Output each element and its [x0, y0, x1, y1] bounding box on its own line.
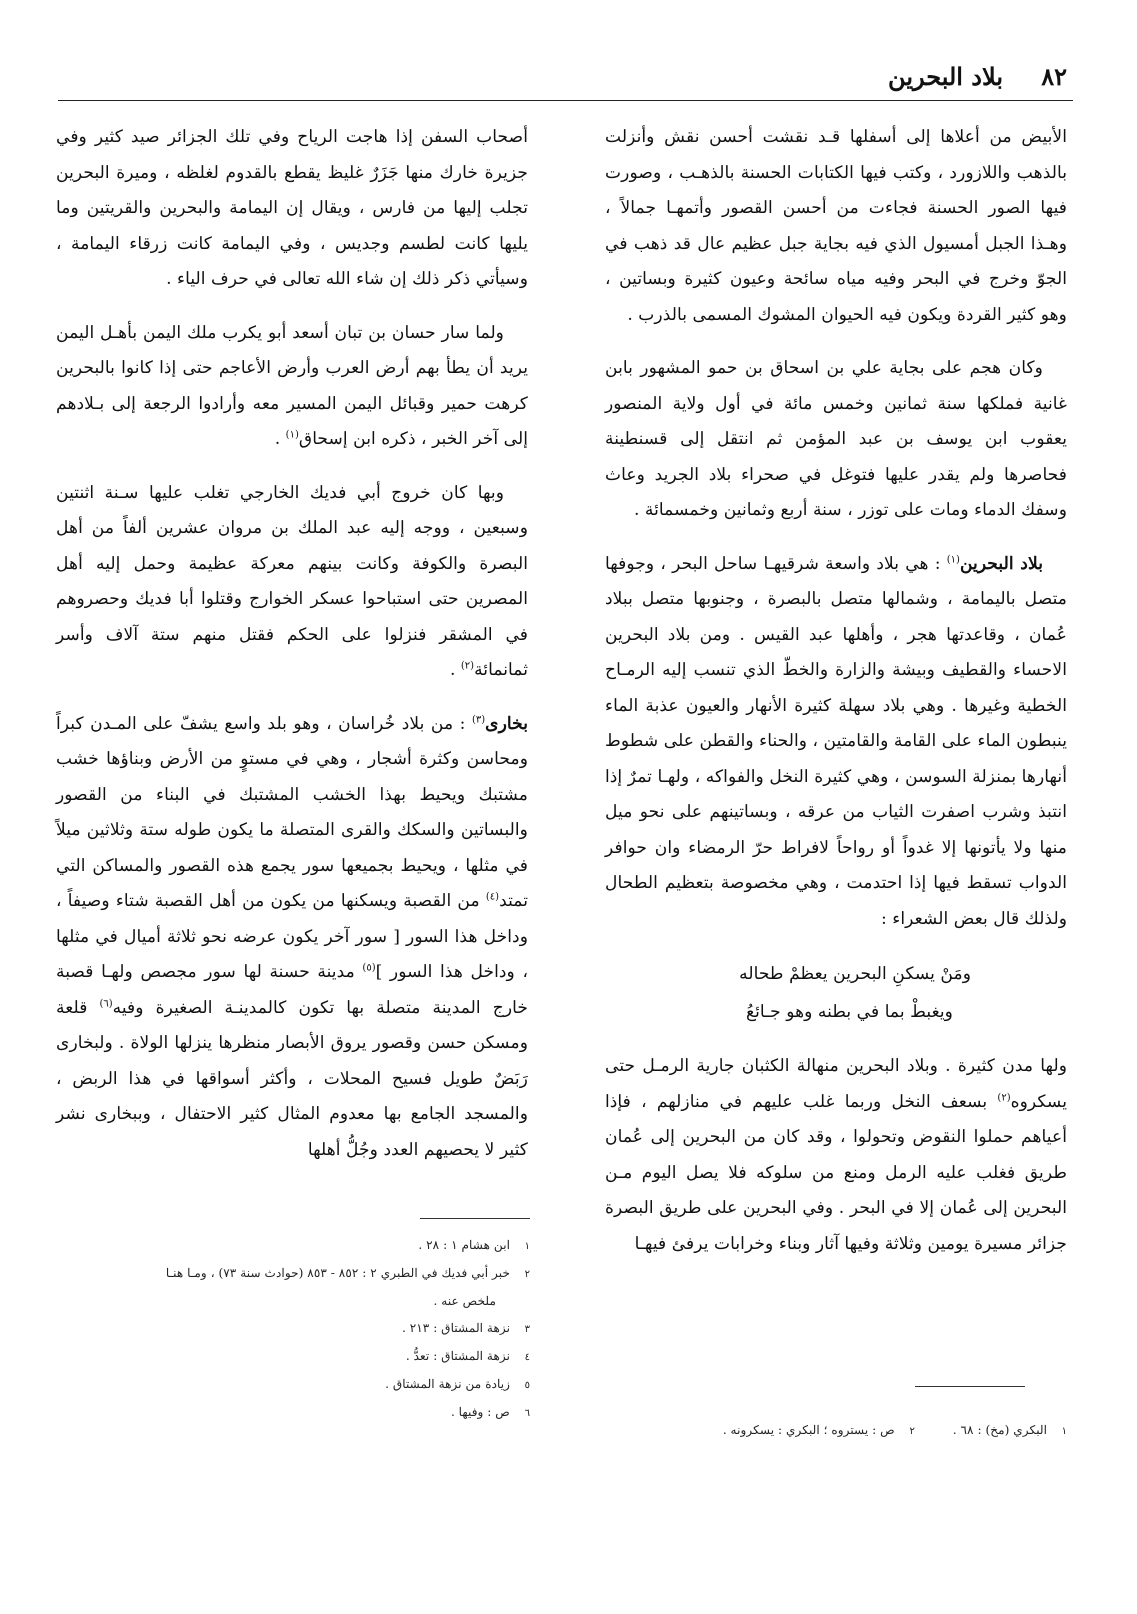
footnote-rule [915, 1386, 1025, 1387]
paragraph-text: بسعف النخل وربما غلب عليهم في منازلهم ، فإذا أعياهم حملوا النقوض وتحولوا ، وقد كان من البحرين إلى عُمان طريق فغلب عليه الرمل ومنع من سلوكه فلا يصل اليوم مـن البحرين إلى عُمان إلا في البحر . وفي البحرين على طريق البصرة جزائر مسيرة يومين وثلاثة وفيها آثار وبناء وخرابات يرفئ فيهـا [605, 1091, 1067, 1254]
footnote-number: ١ [1061, 1426, 1067, 1437]
poem [605, 955, 1067, 1031]
paragraph-text: ولها مدن كثيرة . وبلاد البحرين منهالة الكثبان جارية الرمـل حتى يسكروه [605, 1056, 1067, 1112]
footnote-text: نزهة المشتاق : تعدُّ . [405, 1349, 510, 1363]
footnote [60, 1343, 530, 1371]
header-rule [58, 100, 1073, 101]
footnote-text: ابن هشام ١ : ٢٨ . [418, 1238, 510, 1252]
footnote [60, 1260, 530, 1288]
running-header [70, 62, 1067, 98]
footnote-text: ص : وفيها . [450, 1405, 510, 1419]
footnote [60, 1399, 530, 1427]
right-column [605, 120, 1067, 1280]
paragraph-text: . [449, 660, 461, 680]
footnote-number: ٢ [909, 1426, 915, 1437]
footnote-text: ص : يستروه ؛ البكري : يسكرونه . [722, 1423, 895, 1437]
footnote-ref: (١) [285, 429, 299, 441]
page-number: ٨٢ [1041, 62, 1067, 91]
footnote-number: ٤ [524, 1352, 530, 1363]
entry-paragraph [605, 547, 1067, 938]
footnote-number: ٥ [524, 1380, 530, 1391]
footnote-number: ٦ [524, 1408, 530, 1419]
entry-text: من القصبة ويسكنها من يكون من أهل القصبة شتاء وصيفاً ، وداخل هذا السور [ سور آخر يكون عرضه نحو ثلاثة أميال في مثلها ، وداخل هذا السور ] [56, 891, 528, 982]
paragraph: أصحاب السفن إذا هاجت الرياح وفي تلك الجزائر صيد كثير وفي جزيرة خارك منها جَزَرٌ غليظ يقطع بالقدوم لغلظه ، وميرة البحرين تجلب إليها من فارس ، ويقال إن اليمامة والبحرين والقريتين وما يليها كانت لطسم وجديس ، وفي اليمامة كانت زرقاء اليمامة ، وسيأتي ذكر ذلك إن شاء الله تعالى في حرف الياء . [56, 127, 528, 289]
entry-text: قلعة ومسكن حسن وقصور يروق الأبصار منظرها ينزلها الولاة . ولبخارى رَبَضٌ طويل فسيح المحلات ، وأكثر أسواقها في هذا الربض ، والمسجد الجامع بها معدوم المثال كثير الاحتفال ، وببخارى نشر كثير لا يحصيهم العدد وجُلُّ أهلها [56, 997, 528, 1160]
footnote-number: ٣ [524, 1324, 530, 1335]
left-column [56, 120, 528, 1186]
verse-line: ويغبطْ بما في بطنه وهو جـائعُ [745, 1002, 953, 1022]
verse-line: ومَنْ يسكنِ البحرين يعظمْ طحاله [739, 964, 971, 984]
entry-text: : من بلاد خُراسان ، وهو بلد واسع يشفّ على المـدن كبراً ومحاسن وكثرة أشجار ، وهي في مستوٍ من الأرض وبناؤها خشب مشتبك ويحيط بهذا الخشب المشتبك في البناء من القصور والبساتين والسكك والقرى المتصلة ما يكون طوله ستة وثلاثين ميلاً في مثلها ، ويحيط بجميعها سور يجمع هذه القصور والمساكن التي تمتد [56, 713, 528, 911]
footnote-ref: (١) [946, 553, 960, 565]
footnote-number: ١ [524, 1241, 530, 1252]
footnote-ref: (٢) [460, 660, 475, 672]
paragraph [605, 1049, 1067, 1262]
footnote-ref: (٥) [362, 962, 376, 974]
footnote-ref: (٢) [997, 1091, 1011, 1103]
paragraph-text: . [274, 429, 286, 449]
footnote [953, 1417, 1067, 1445]
paragraph-text: ولما سار حسان بن تبان أسعد أبو يكرب ملك اليمن بأهـل اليمن يريد أن يطأ بهم أرض العرب وأرض الأعاجم حتى إذا كانوا بالبحرين كرهت حمير وقبائل اليمن المسير معه وأرادوا الرجعة إلى بـلادهم إلى آخر الخبر ، ذكره ابن إسحاق [56, 322, 528, 449]
footnote-ref: (٣) [471, 713, 486, 725]
running-title: بلاد البحرين [888, 62, 1003, 91]
entry-heading: بخارى [485, 713, 528, 734]
footnote-text: زيادة من نزهة المشتاق . [385, 1377, 510, 1391]
footnote-continuation: ملخص عنه . [433, 1294, 496, 1308]
footnote-text: خبر أبي فديك في الطبري ٢ : ٨٥٢ - ٨٥٣ (حوادث سنة ٧٣) ، ومـا هنـا [165, 1266, 510, 1280]
paragraph [56, 316, 528, 458]
footnote [60, 1232, 530, 1260]
footnote [60, 1315, 530, 1343]
footnote-line [597, 1417, 1067, 1445]
entry-text: مدينة حسنة لها سور مجصص ولهـا قصبة خارج المدينة متصلة بها تكون كالمدينـة الصغيرة وفيه [56, 962, 528, 1018]
entry-text: : هي بلاد واسعة شرقيهـا ساحل البحر ، وجوفها متصل باليمامة ، وشمالها متصل بالبصرة ، وجنوبها متصل ببلاد عُمان ، وقاعدتها هجر ، وأهلها عبد القيس . ومن بلاد البحرين الاحساء والقطيف وبيشة والزارة والخطّ الذي تنسب إليه الرمـاح الخطية وغيرها . وهي بلاد سهلة كثيرة الأنهار والعيون عذبة الماء ينبطون الماء على القامة والقامتين ، والحناء والقطن على شطوط أنهارها بمنزلة السوسن ، وهي كثيرة النخل والفواكه ، ولهـا تمرٌ إذا انتبذ وشرب اصفرت الثياب من عرقه ، وبساتينهم على نحو ميل منها ولا يأتونها إلا غدواً أو رواحاً لافراط حرّ الرمضاء وان حوافر الدواب تسقط فيها إذا احتدمت ، وهي مخصوصة بتعظيم الطحال ولذلك قال بعض الشعراء : [605, 553, 1067, 929]
paragraph [56, 476, 528, 689]
paragraph: الأبيض من أعلاها إلى أسفلها قـد نقشت أحسن نقش وأنزلت بالذهب واللازورد ، وكتب فيها الكتابات الحسنة بالذهـب ، وصورت فيها الصور الحسنة فجاءت من أحسن القصور وأتمهـا جمالاً ، وهـذا الجبل أمسيول الذي فيه بجاية جبل عظيم عال قد ذهب في الجوّ وخرج في البحر وفيه مياه سائحة وعيون كثيرة وبساتين ، وهو كثير القردة ويكون فيه الحيوان المشوك المسمى بالذرب . [605, 127, 1067, 325]
footnote-number: ٢ [524, 1269, 530, 1280]
paragraph-text: وبها كان خروج أبي فديك الخارجي تغلب عليها سـنة اثنتين وسبعين ، ووجه إليه عبد الملك بن مروان عشرين ألفاً من أهل البصرة والكوفة وكانت بينهم معركة عظيمة وحمل إليه أهل المصرين حتى استباحوا عسكر الخوارج وقتلوا أبا فديك وحصروهم في المشقر فنزلوا على الحكم فقتل منهم ستة آلاف وأسر ثمانمائة [56, 482, 528, 680]
entry-heading: بلاد البحرين [959, 553, 1043, 574]
paragraph: وكان هجم على بجاية علي بن اسحاق بن حمو المشهور بابن غانية فملكها سنة ثمانين وخمس مائة في أول ولاية المنصور يعقوب ابن يوسف بن عبد المؤمن ثم انتقل إلى قسنطينة فحاصرها ولم يقدر عليها فتوغل في صحراء بلاد الجريد وعاث وسفك الدماء ومات على توزر ، سنة أربع وثمانين وخمسمائة . [605, 358, 1067, 520]
footnote-rule [420, 1218, 530, 1219]
footnote-text: البكري (مخ) : ٦٨ . [952, 1423, 1047, 1437]
footnotes-right [597, 1417, 1067, 1445]
footnote [723, 1417, 915, 1445]
footnote-ref: (٤) [485, 891, 500, 903]
footnote-text: نزهة المشتاق : ٢١٣ . [401, 1321, 510, 1335]
footnotes-left [60, 1232, 530, 1427]
footnote-ref: (٦) [99, 997, 113, 1009]
footnote [60, 1371, 530, 1399]
entry-paragraph [56, 707, 528, 1169]
